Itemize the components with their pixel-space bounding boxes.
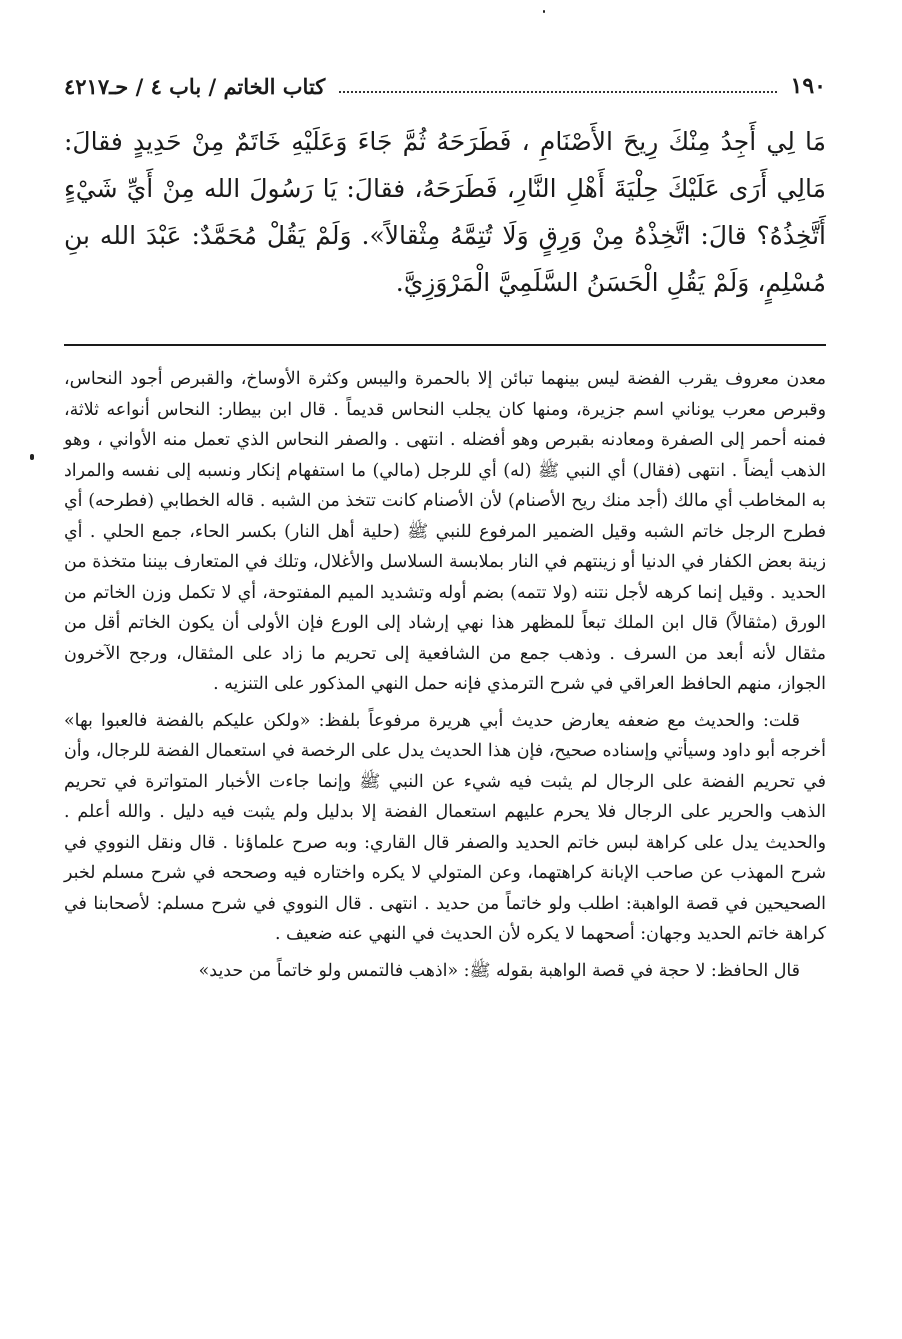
margin-mark bbox=[30, 454, 34, 460]
hadith-text: مَا لِي أَجِدُ مِنْكَ رِيحَ الأَصْنَامِ ، فَطَرَحَهُ ثُمَّ جَاءَ وَعَلَيْهِ خَاتَمٌ مِنْ حَدِيدٍ فقالَ: مَالِي أَرَى عَلَيْكَ حِلْيَةَ أَهْلِ النَّارِ، فَطَرَحَهُ، فقالَ: يَا رَسُولَ الله مِنْ أَيِّ شَيْءٍ أَتَّخِذُهُ؟ قالَ: اتَّخِذْهُ مِنْ وَرِقٍ وَلَا تُتِمَّهُ مِثْقالاً». وَلَمْ يَقُلْ مُحَمَّدٌ: عَبْدَ الله بنِ مُسْلِمٍ، وَلَمْ يَقُلِ الْحَسَنُ السَّلَمِيَّ الْمَرْوَزِيَّ. bbox=[64, 127, 826, 297]
page-number: ١٩٠ bbox=[790, 73, 826, 99]
running-title: كتاب الخاتم / باب ٤ / حـ٤٢١٧ bbox=[64, 73, 326, 99]
header-dotted-leader bbox=[339, 91, 776, 93]
commentary-paragraph: قلت: والحديث مع ضعفه يعارض حديث أبي هريرة مرفوعاً بلفظ: «ولكن عليكم بالفضة فالعبوا بها» أخرجه أبو داود وسيأتي وإسناده صحيح، فإن هذا الحديث يدل على الرخصة في استعمال الفضة للرجال، وأن في تحريم الفضة على الرجال لم يثبت فيه شيء عن النبي ﷺ وإنما جاءت الأخبار المتواترة في تحريم الذهب والحرير على الرجال فلا يحرم عليهم استعمال الفضة إلا بدليل ولم يثبت فيه دليل . والله أعلم . والحديث يدل على كراهة لبس خاتم الحديد والصفر قال القاري: وبه صرح علماؤنا . قال ونقل النووي في شرح المهذب عن صاحب الإبانة كراهتهما، وعن المتولي لا يكره واختاره فيه وصححه في شرح مسلم لخبر الصحيحين في قصة الواهبة: اطلب ولو خاتماً من حديد . انتهى . قال النووي في شرح مسلم: لأصحابنا في كراهة خاتم الحديد وجهان: أصحهما لا يكره لأن الحديث في النهي عنه ضعيف . bbox=[64, 710, 826, 944]
margin-mark bbox=[543, 10, 545, 13]
commentary-paragraph: معدن معروف يقرب الفضة ليس بينهما تبائن إلا بالحمرة واليبس وكثرة الأوساخ، والقبرص أجود النحاس، وقبرص معرب يوناني اسم جزيرة، ومنها كان يجلب النحاس قديماً . قال ابن بيطار: النحاس أنواعه ثلاثة، فمنه أحمر إلى الصفرة ومعادنه بقبرص وهو أفضله . انتهى . والصفر النحاس الذي تعمل منه الأواني ، وهو الذهب أيضاً . انتهى (فقال) أي النبي ﷺ (له) أي للرجل (مالي) ما استفهام إنكار ونسبه إلى نفسه والمراد به المخاطب أي مالك (أجد منك ريح الأصنام) لأن الأصنام كانت تتخذ من الشبه . قاله الخطابي (فطرحه) أي فطرح الرجل خاتم الشبه وقيل الضمير المرفوع للنبي ﷺ (حلية أهل النار) بكسر الحاء، جمع الحلي . أي زينة بعض الكفار في الدنيا أو زينتهم في النار بملابسة السلاسل والأغلال، وتلك في المتعارف بيننا متخذة من الحديد . وقيل إنما كرهه لأجل نتنه (ولا تتمه) بضم أوله وتشديد الميم المفتوحة، أي لا تكمل وزن الخاتم من الورق (مثقالاً) قال ابن الملك تبعاً للمظهر هذا نهي إرشاد إلى الورع فإن الأولى أن يكون الخاتم أقل من مثقال لأنه أبعد من السرف . وذهب جمع من الشافعية إلى تحريم ما زاد على المثقال، ورجح الآخرون الجواز، منهم الحافظ العراقي في شرح الترمذي فإنه حمل النهي المذكور على التنزيه . bbox=[64, 369, 826, 694]
commentary-paragraph: قال الحافظ: لا حجة في قصة الواهبة بقوله ﷺ: «اذهب فالتمس ولو خاتماً من حديد» bbox=[198, 960, 800, 981]
page-header bbox=[64, 66, 826, 106]
separator-rule bbox=[64, 344, 826, 346]
commentary-section bbox=[64, 364, 826, 986]
